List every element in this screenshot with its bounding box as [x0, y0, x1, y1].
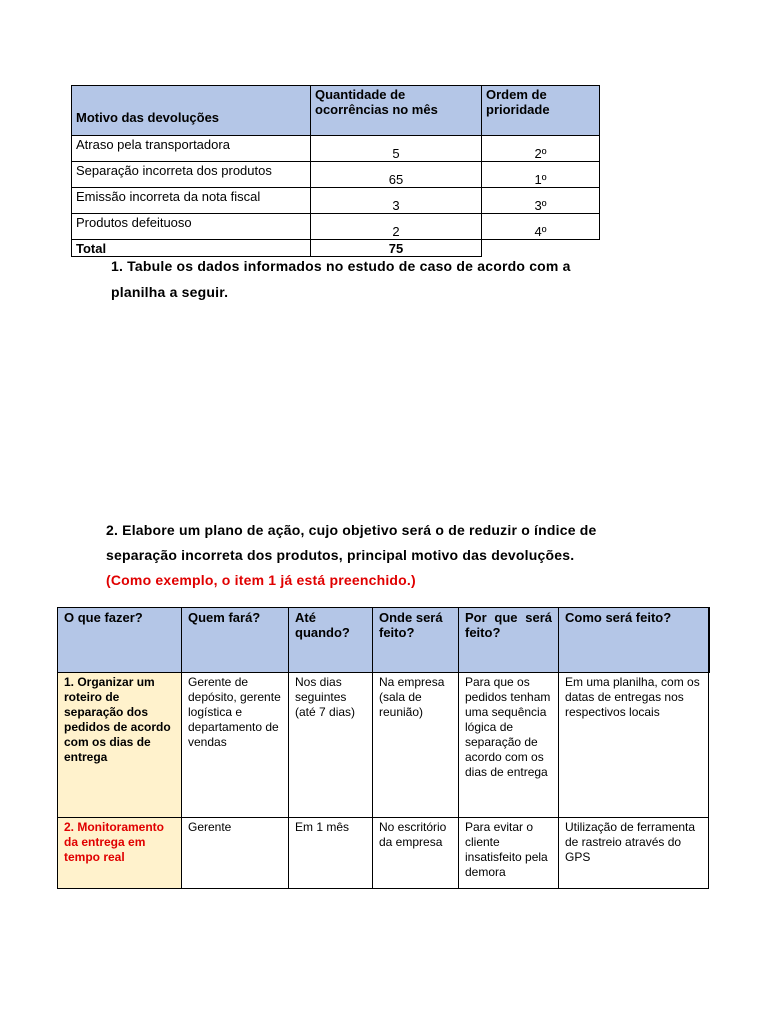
- header-como: Como será feito?: [559, 608, 709, 673]
- question-2: [106, 518, 597, 593]
- row-when: Em 1 mês: [289, 818, 373, 889]
- row-what: 2. Monitoramento da entrega em tempo real: [58, 818, 182, 889]
- header-motivo: Motivo das devoluções: [72, 86, 311, 136]
- row-motivo: Produtos defeituoso: [72, 214, 311, 240]
- header-onde: Onde será feito?: [373, 608, 459, 673]
- returns-table: [71, 85, 600, 257]
- row-when: Nos dias seguintes (até 7 dias): [289, 673, 373, 818]
- question-1: [111, 253, 571, 305]
- header-quantidade: Quantidade de ocorrências no mês: [311, 86, 482, 136]
- row-motivo: Emissão incorreta da nota fiscal: [72, 188, 311, 214]
- row-how: Utilização de ferramenta de rastreio através do GPS: [559, 818, 709, 889]
- question-2-line2: separação incorreta dos produtos, principal motivo das devoluções.: [106, 547, 575, 563]
- total-value: 75: [311, 240, 482, 257]
- table-row: [72, 188, 600, 214]
- question-2-line1: 2. Elabore um plano de ação, cujo objetivo será o de reduzir o índice de: [106, 522, 597, 538]
- table-row: [58, 673, 709, 818]
- row-what: 1. Organizar um roteiro de separação dos pedidos de acordo com os dias de entrega: [58, 673, 182, 818]
- row-who: Gerente de depósito, gerente logística e departamento de vendas: [182, 673, 289, 818]
- action-plan-table: [57, 607, 710, 889]
- table-row: [72, 214, 600, 240]
- question-2-note: (Como exemplo, o item 1 já está preenchido.): [106, 572, 416, 588]
- row-who: Gerente: [182, 818, 289, 889]
- row-how: Em uma planilha, com os datas de entregas nos respectivos locais: [559, 673, 709, 818]
- table-row: [72, 162, 600, 188]
- row-ordem: 3º: [482, 188, 600, 214]
- row-ordem: 2º: [482, 136, 600, 162]
- action-plan-header: [58, 608, 709, 673]
- row-motivo: Separação incorreta dos produtos: [72, 162, 311, 188]
- header-quem-fara: Quem fará?: [182, 608, 289, 673]
- header-ate-quando: Até quando?: [289, 608, 373, 673]
- row-quantidade: 65: [311, 162, 482, 188]
- row-quantidade: 5: [311, 136, 482, 162]
- row-ordem: 4º: [482, 214, 600, 240]
- total-label: Total: [72, 240, 311, 257]
- row-where: No escritório da empresa: [373, 818, 459, 889]
- question-1-line2: planilha a seguir.: [111, 284, 229, 300]
- returns-table-header: [72, 86, 600, 136]
- row-ordem: 1º: [482, 162, 600, 188]
- table-row: [72, 136, 600, 162]
- table-row: [58, 818, 709, 889]
- header-ordem: Ordem de prioridade: [482, 86, 600, 136]
- row-motivo: Atraso pela transportadora: [72, 136, 311, 162]
- header-o-que-fazer: O que fazer?: [58, 608, 182, 673]
- row-quantidade: 2: [311, 214, 482, 240]
- row-where: Na empresa (sala de reunião): [373, 673, 459, 818]
- question-1-line1: 1. Tabule os dados informados no estudo de caso de acordo com a: [111, 258, 571, 274]
- row-why: Para que os pedidos tenham uma sequência lógica de separação de acordo com os dias de entrega: [459, 673, 559, 818]
- row-quantidade: 3: [311, 188, 482, 214]
- row-why: Para evitar o cliente insatisfeito pela demora: [459, 818, 559, 889]
- header-por-que: Por que será feito?: [459, 608, 559, 673]
